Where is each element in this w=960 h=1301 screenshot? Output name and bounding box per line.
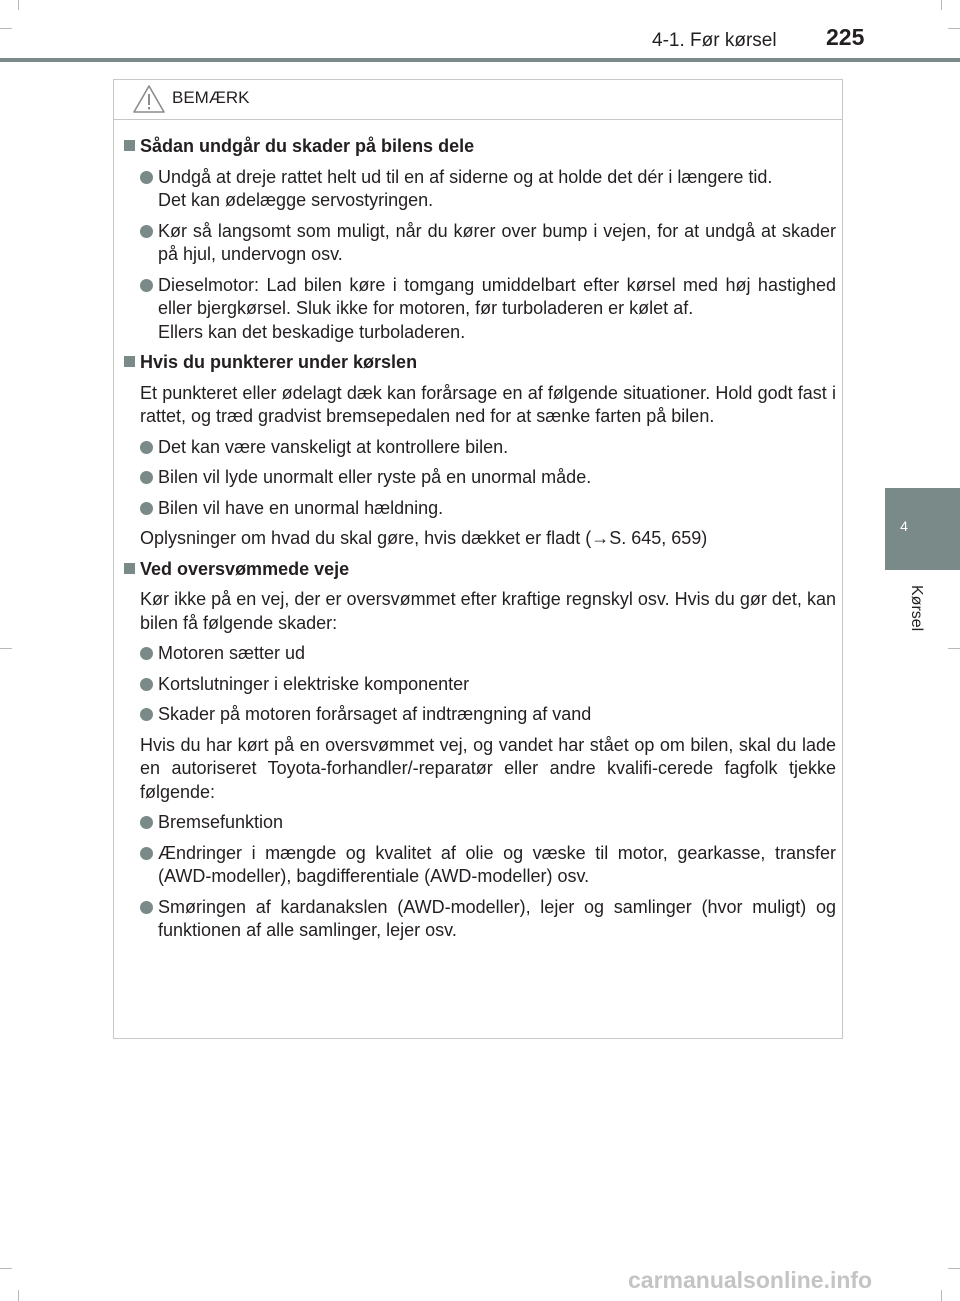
chapter-label: Kørsel [908, 585, 925, 632]
notice-title: BEMÆRK [172, 88, 250, 107]
bullet-item [124, 896, 836, 943]
crop-mark [948, 28, 960, 29]
notice-heading [124, 558, 836, 582]
chapter-number: 4 [900, 518, 908, 534]
notice-heading [124, 135, 836, 159]
square-bullet-icon [124, 140, 135, 151]
block-text: Motoren sætter ud [158, 643, 306, 663]
block-text: Oplysninger om hvad du skal gøre, hvis dækket er fladt (→S. 645, 659) [140, 528, 708, 548]
block-text: Bilen vil lyde unormalt eller ryste på en unormal måde. [158, 467, 592, 487]
watermark: carmanualsonline.info [628, 1267, 873, 1293]
bullet-item [124, 166, 836, 190]
block-text: Hvis du punkterer under kørslen [140, 352, 418, 372]
block-text: Ved oversvømmede veje [140, 558, 350, 579]
round-bullet-icon [140, 225, 153, 238]
block-text: Ellers kan det beskadige turboladeren. [158, 321, 466, 342]
crop-mark [18, 1290, 19, 1301]
block-text: Det kan ødelægge servostyringen. [158, 190, 434, 210]
square-bullet-icon [124, 356, 135, 367]
bullet-item [124, 811, 836, 835]
round-bullet-icon [140, 678, 153, 691]
page-number: 225 [826, 24, 865, 50]
round-bullet-icon [140, 171, 153, 184]
bullet-item [124, 436, 836, 460]
crop-mark [948, 1268, 960, 1269]
bullet-item [124, 274, 836, 321]
notice-content [124, 135, 836, 950]
chapter-tab [885, 488, 960, 570]
block-text: Et punkteret eller ødelagt dæk kan forårsage en af følgende situationer. Hold godt fast i rattet, og træd gradvist bremsepedalen ned for at sænke farten på bilen. [140, 382, 836, 426]
square-bullet-icon [124, 563, 135, 574]
crop-mark [0, 1268, 12, 1269]
notice-paragraph [124, 527, 836, 551]
block-text: Kør så langsomt som muligt, når du kører over bump i vejen, for at undgå at skader på hjul, undervogn osv. [158, 220, 836, 264]
notice-box [113, 79, 843, 1039]
crop-mark [18, 0, 19, 10]
block-text: Undgå at dreje rattet helt ud til en af siderne og at holde det dér i længere tid. [158, 166, 773, 187]
bullet-item [124, 642, 836, 666]
bullet-item [124, 673, 836, 697]
notice-paragraph [124, 382, 836, 429]
block-text: Hvis du har kørt på en oversvømmet vej, og vandet har stået op om bilen, skal du lade en autoriseret Toyota-forhandler/-reparatør eller andre kvalifi-cerede fagfolk tjekke følgende: [140, 734, 836, 802]
header-rule [0, 58, 960, 62]
round-bullet-icon [140, 471, 153, 484]
warning-triangle-icon [132, 84, 166, 114]
block-text: Smøringen af kardanakslen (AWD-modeller), lejer og samlinger (hvor muligt) og funktionen af alle samlinger, lejer osv. [158, 896, 836, 940]
notice-paragraph [124, 588, 836, 635]
block-text: Bremsefunktion [158, 812, 284, 832]
round-bullet-icon [140, 816, 153, 829]
crop-mark [0, 28, 12, 29]
notice-header [114, 80, 842, 120]
round-bullet-icon [140, 901, 153, 914]
crop-mark [0, 648, 12, 649]
block-text: Kør ikke på en vej, der er oversvømmet efter kraftige regnskyl osv. Hvis du gør det, kan bilen få følgende skader: [140, 589, 836, 633]
notice-paragraph [124, 734, 836, 805]
notice-heading [124, 351, 836, 375]
block-text: Kortslutninger i elektriske komponenter [158, 673, 470, 694]
round-bullet-icon [140, 708, 153, 721]
bullet-item [124, 220, 836, 267]
bullet-continuation [124, 189, 836, 213]
block-text: Sådan undgår du skader på bilens dele [140, 136, 475, 156]
round-bullet-icon [140, 847, 153, 860]
crop-mark [941, 1290, 942, 1301]
bullet-item [124, 703, 836, 727]
bullet-item [124, 842, 836, 889]
crop-mark [948, 648, 960, 649]
round-bullet-icon [140, 647, 153, 660]
block-text: Det kan være vanskeligt at kontrollere bilen. [158, 436, 509, 457]
block-text: Ændringer i mængde og kvalitet af olie og væske til motor, gearkasse, transfer (AWD-modeller), bagdifferentiale (AWD-modeller) osv. [158, 842, 836, 886]
round-bullet-icon [140, 441, 153, 454]
bullet-continuation [124, 321, 836, 345]
block-text: Bilen vil have en unormal hældning. [158, 497, 444, 518]
bullet-item [124, 466, 836, 490]
block-text: Skader på motoren forårsaget af indtrængning af vand [158, 704, 592, 724]
section-title: 4-1. Før kørsel [652, 30, 777, 51]
block-text: Dieselmotor: Lad bilen køre i tomgang umiddelbart efter kørsel med høj hastighed eller bjergkørsel. Sluk ikke for motoren, før turboladeren er kølet af. [158, 274, 836, 318]
round-bullet-icon [140, 279, 153, 292]
crop-mark [941, 0, 942, 10]
bullet-item [124, 497, 836, 521]
round-bullet-icon [140, 502, 153, 515]
